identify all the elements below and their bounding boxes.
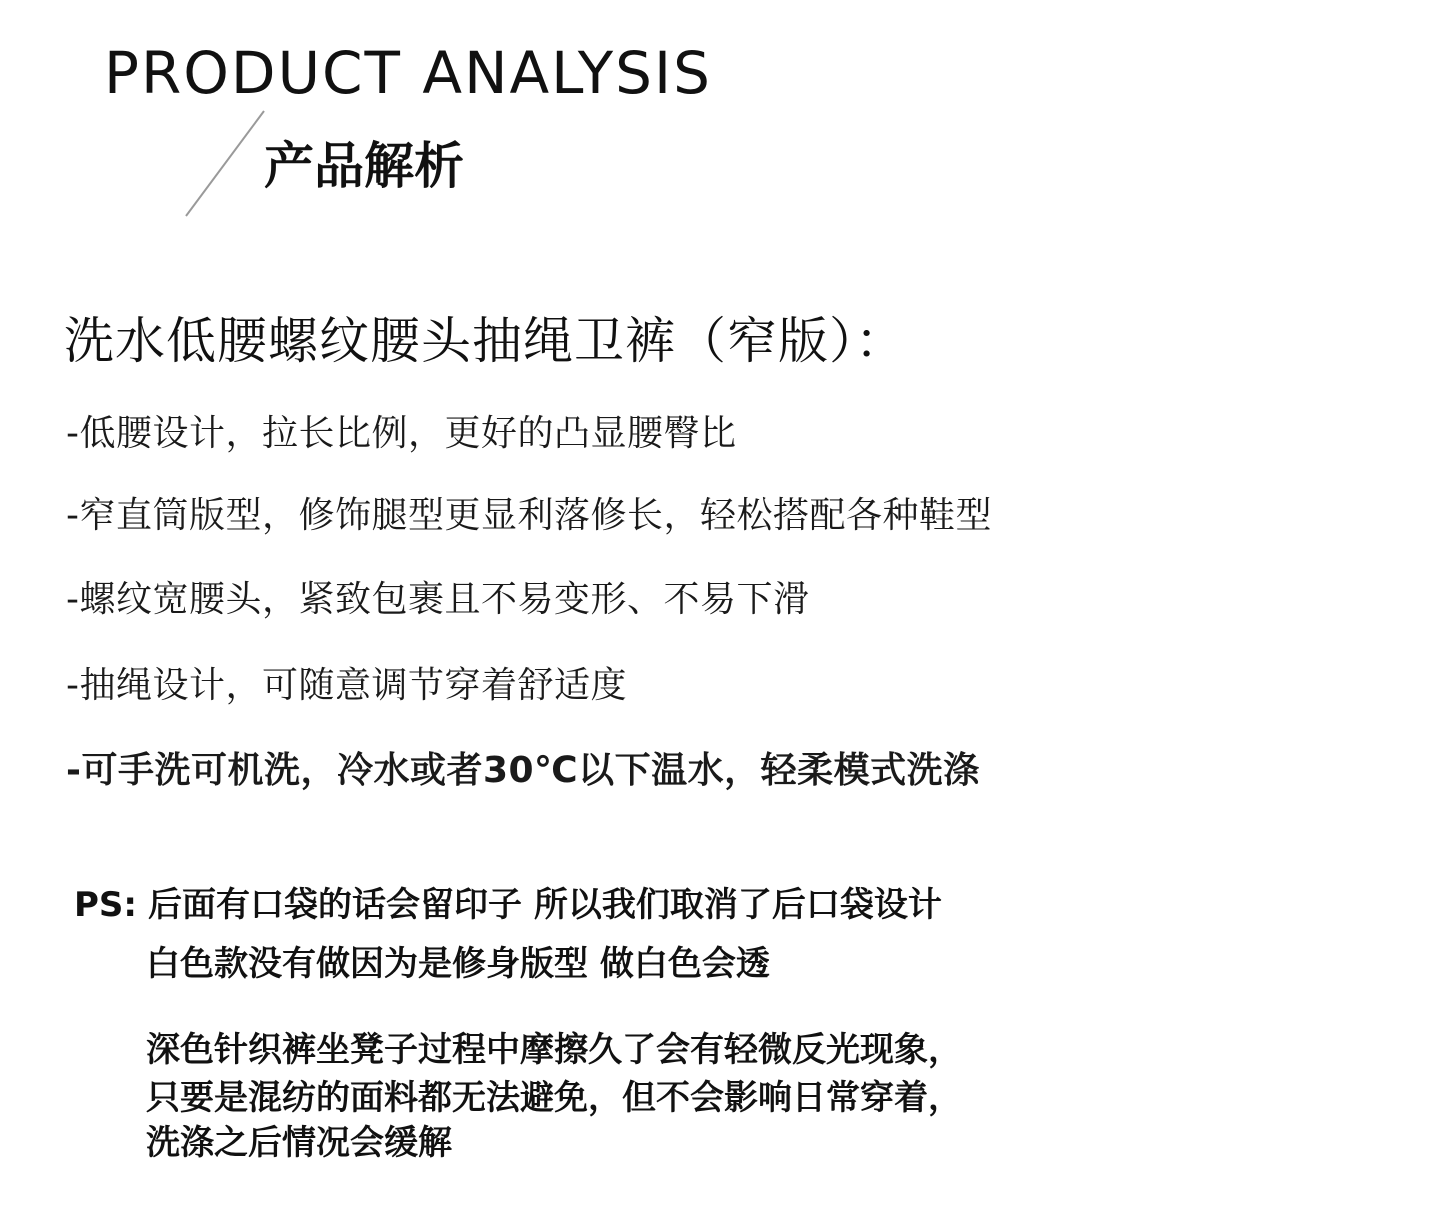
fabric-note-line: 只要是混纺的面料都无法避免，但不会影响日常穿着， xyxy=(146,1078,962,1118)
feature-bullet: -抽绳设计，可随意调节穿着舒适度 xyxy=(66,665,627,706)
header-title-en: PRODUCT ANALYSIS xyxy=(104,39,712,107)
ps-note-line: 白色款没有做因为是修身版型 做白色会透 xyxy=(146,944,770,984)
product-title: 洗水低腰螺纹腰头抽绳卫裤（窄版）： xyxy=(64,312,906,370)
fabric-note-line: 洗涤之后情况会缓解 xyxy=(146,1123,452,1163)
ps-note-line: 后面有口袋的话会留印子 所以我们取消了后口袋设计 xyxy=(148,885,942,925)
divider-slash xyxy=(180,108,270,220)
ps-label: PS: xyxy=(74,885,138,925)
header-title-cn: 产品解析 xyxy=(264,137,464,195)
feature-bullet: -低腰设计，拉长比例，更好的凸显腰臀比 xyxy=(66,413,737,454)
feature-bullet: -窄直筒版型，修饰腿型更显利落修长，轻松搭配各种鞋型 xyxy=(66,495,992,536)
care-instruction-bullet: -可手洗可机洗，冷水或者30℃以下温水，轻柔模式洗涤 xyxy=(66,750,980,791)
feature-bullet: -螺纹宽腰头，紧致包裹且不易变形、不易下滑 xyxy=(66,579,810,620)
fabric-note-line: 深色针织裤坐凳子过程中摩擦久了会有轻微反光现象， xyxy=(146,1030,962,1070)
